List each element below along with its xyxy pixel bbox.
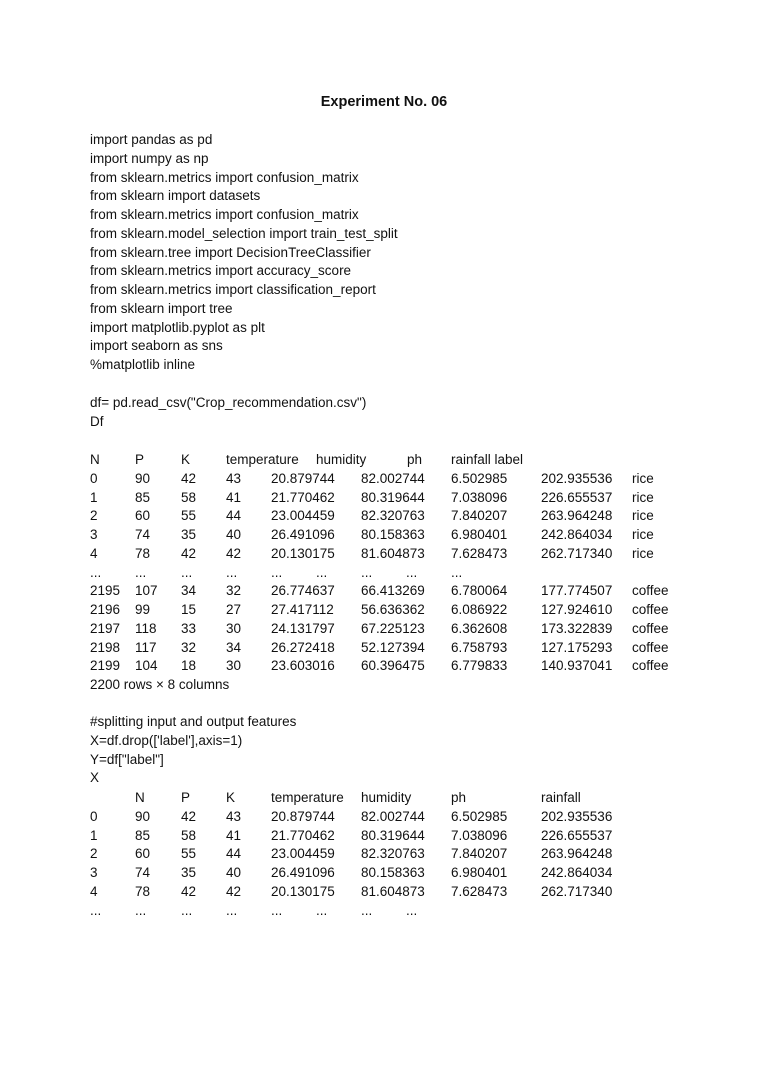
table-cell: 1 [90, 489, 98, 505]
table-cell: rice [632, 489, 654, 505]
table-cell: 2196 [90, 602, 121, 617]
table-cell: 67.225123 [361, 620, 425, 636]
column-header-temperature: temperature [226, 452, 299, 467]
table-cell: 78 [135, 545, 151, 561]
table-cell: 74 [135, 527, 151, 542]
table-cell: ... [135, 564, 147, 580]
table-cell: 7.840207 [451, 508, 508, 524]
table-cell: 41 [226, 827, 242, 843]
table-cell: coffee [632, 639, 669, 655]
code-line: Y=df["label"] [90, 751, 164, 767]
table-cell: 127.175293 [541, 639, 613, 655]
table-cell: 2199 [90, 658, 121, 674]
table-cell: 30 [226, 658, 242, 674]
table-cell: 23.004459 [271, 508, 335, 524]
table-cell: 55 [181, 508, 197, 524]
table-cell: 15 [181, 602, 197, 617]
df-output-table [90, 451, 730, 695]
table-cell: 21.770462 [271, 489, 335, 505]
table-cell: ... [361, 902, 373, 918]
table-cell: coffee [632, 602, 669, 617]
code-comment: #splitting input and output features [90, 714, 297, 729]
table-cell: 34 [226, 639, 242, 655]
table-cell: 35 [181, 527, 197, 542]
table-cell: 30 [226, 620, 242, 636]
table-cell: 85 [135, 827, 151, 843]
table-cell: 20.879744 [271, 470, 335, 486]
table-cell: 80.319644 [361, 489, 425, 505]
table-cell: 23.004459 [271, 846, 335, 862]
column-header-rainfall-label: rainfall label [451, 452, 524, 467]
table-cell: ... [451, 564, 463, 580]
table-cell: 1 [90, 827, 98, 843]
table-row [90, 489, 730, 508]
table-cell: 42 [226, 883, 242, 899]
column-header-humidity: humidity [361, 790, 412, 805]
table-cell: 3 [90, 527, 98, 542]
table-cell: 58 [181, 489, 197, 505]
split-code-block [90, 713, 730, 788]
table-cell: 81.604873 [361, 545, 425, 561]
table-cell: 23.603016 [271, 658, 335, 674]
table-cell: 4 [90, 545, 98, 561]
table-cell: 6.362608 [451, 620, 508, 636]
table-cell: 42 [181, 808, 197, 824]
table-cell: 6.980401 [451, 865, 508, 880]
code-line: X [90, 770, 100, 786]
table-cell: 6.780064 [451, 583, 508, 599]
table-cell: rice [632, 470, 654, 486]
table-cell: 0 [90, 470, 98, 486]
table-cell: 2198 [90, 639, 121, 655]
column-header-p: P [135, 452, 145, 467]
column-header-k: K [181, 452, 191, 467]
table-cell: 18 [181, 658, 197, 674]
table-cell: 2 [90, 846, 98, 862]
column-header-k: K [226, 790, 236, 805]
table-cell: 90 [135, 808, 151, 824]
table-cell: 202.935536 [541, 808, 613, 824]
table-cell: coffee [632, 620, 669, 636]
table-cell: ... [271, 564, 283, 580]
table-cell: 58 [181, 827, 197, 843]
table-cell: 104 [135, 658, 158, 674]
table-cell: 32 [226, 583, 242, 599]
table-cell: 4 [90, 883, 98, 899]
table-cell: rice [632, 527, 654, 542]
table-cell: 7.038096 [451, 827, 508, 843]
table-row [90, 827, 730, 846]
code-line: df= pd.read_csv("Crop_recommendation.csv") [90, 395, 367, 410]
table-cell: 99 [135, 602, 151, 617]
table-cell: 40 [226, 527, 242, 542]
table-row [90, 639, 730, 658]
table-cell: ... [181, 564, 193, 580]
table-cell: 40 [226, 865, 242, 880]
table-row [90, 601, 730, 620]
x-output-table [90, 789, 730, 920]
column-header-n: N [135, 790, 145, 805]
table-header-row [90, 451, 730, 470]
code-line: from sklearn import tree [90, 300, 233, 316]
table-row [90, 582, 730, 601]
table-row [90, 470, 730, 489]
table-cell: 263.964248 [541, 508, 613, 524]
table-header-row [90, 789, 730, 808]
code-line: from sklearn.model_selection import train_test_split [90, 225, 398, 241]
code-line: from sklearn.metrics import classification_report [90, 282, 376, 297]
code-line: import numpy as np [90, 150, 209, 166]
table-cell: 2197 [90, 620, 121, 636]
table-cell: 7.038096 [451, 489, 508, 505]
table-cell: ... [316, 564, 328, 580]
table-cell: 26.491096 [271, 865, 335, 880]
table-row [90, 545, 730, 564]
table-cell: 2195 [90, 583, 121, 599]
table-row [90, 808, 730, 827]
table-cell: coffee [632, 658, 669, 674]
table-cell: 42 [226, 545, 242, 561]
table-cell: 262.717340 [541, 545, 613, 561]
table-cell: 60 [135, 508, 151, 524]
table-cell: 7.628473 [451, 545, 508, 561]
table-cell: 80.319644 [361, 827, 425, 843]
imports-code-block [90, 131, 730, 375]
column-header-ph: ph [451, 790, 467, 805]
table-cell: 118 [135, 620, 157, 636]
column-header-n: N [90, 452, 100, 467]
read-csv-code-block [90, 394, 730, 432]
code-line: Df [90, 413, 104, 429]
code-line: import seaborn as sns [90, 338, 223, 354]
table-cell: ... [361, 564, 373, 580]
table-cell: 81.604873 [361, 883, 425, 899]
table-cell: 82.002744 [361, 808, 425, 824]
table-cell: 26.272418 [271, 639, 335, 655]
table-row [90, 845, 730, 864]
table-cell: 20.879744 [271, 808, 335, 824]
table-cell: 90 [135, 470, 151, 486]
table-cell: 27 [226, 602, 242, 617]
column-header-p: P [181, 790, 191, 805]
table-cell: ... [90, 564, 102, 580]
table-cell: 66.413269 [361, 583, 425, 599]
table-cell: ... [406, 902, 418, 918]
code-line: import matplotlib.pyplot as plt [90, 319, 265, 335]
table-cell: 43 [226, 470, 242, 486]
table-cell: 42 [181, 470, 197, 486]
table-cell: ... [271, 902, 283, 918]
table-row [90, 657, 730, 676]
table-cell: 82.320763 [361, 508, 425, 524]
table-cell: 262.717340 [541, 883, 613, 899]
table-cell: 42 [181, 545, 197, 561]
table-cell: 117 [135, 639, 157, 655]
table-cell: 177.774507 [541, 583, 613, 599]
table-cell: 27.417112 [271, 602, 334, 617]
code-line: import pandas as pd [90, 132, 213, 147]
table-row [90, 526, 730, 545]
table-cell: 60 [135, 846, 151, 862]
table-cell: 6.502985 [451, 470, 508, 486]
table-cell: 107 [135, 583, 158, 599]
table-cell: 202.935536 [541, 470, 613, 486]
code-line: from sklearn.metrics import confusion_matrix [90, 169, 359, 185]
table-cell: ... [135, 902, 147, 918]
table-cell: 56.636362 [361, 602, 425, 617]
column-header-humidity: humidity [316, 452, 367, 467]
table-cell: rice [632, 545, 654, 561]
code-line: %matplotlib inline [90, 357, 196, 372]
table-cell: 60.396475 [361, 658, 425, 674]
table-cell: 26.774637 [271, 583, 335, 599]
table-cell: 80.158363 [361, 865, 425, 880]
table-ellipsis-row [90, 902, 730, 921]
code-line: from sklearn import datasets [90, 188, 261, 204]
table-cell: ... [316, 902, 328, 918]
column-header-temperature: temperature [271, 790, 344, 805]
table-cell: 44 [226, 508, 242, 524]
table-row [90, 883, 730, 902]
column-header-rainfall: rainfall [541, 790, 581, 805]
table-cell: ... [226, 564, 238, 580]
table-row [90, 864, 730, 883]
table-cell: 42 [181, 883, 197, 899]
table-row [90, 507, 730, 526]
code-line: from sklearn.metrics import confusion_matrix [90, 207, 359, 222]
table-cell: 242.864034 [541, 865, 613, 880]
table-summary: 2200 rows × 8 columns [90, 677, 230, 692]
table-cell: 127.924610 [541, 602, 613, 617]
table-cell: 26.491096 [271, 527, 335, 542]
table-cell: 0 [90, 808, 98, 824]
table-cell: 52.127394 [361, 639, 425, 655]
table-cell: 20.130175 [271, 545, 335, 561]
table-cell: 140.937041 [541, 658, 613, 674]
table-cell: 43 [226, 808, 242, 824]
table-cell: 6.758793 [451, 639, 508, 655]
table-cell: 6.779833 [451, 658, 508, 674]
table-cell: 6.980401 [451, 527, 508, 542]
table-cell: 41 [226, 489, 242, 505]
table-cell: 55 [181, 846, 197, 862]
table-ellipsis-row [90, 564, 730, 583]
table-cell: 35 [181, 865, 197, 880]
table-cell: 24.131797 [271, 620, 335, 636]
table-cell: 78 [135, 883, 151, 899]
table-cell: coffee [632, 583, 669, 599]
table-cell: ... [226, 902, 238, 918]
table-cell: 7.628473 [451, 883, 508, 899]
code-line: from sklearn.tree import DecisionTreeClassifier [90, 244, 371, 260]
table-cell: 33 [181, 620, 197, 636]
table-cell: 34 [181, 583, 197, 599]
code-line: from sklearn.metrics import accuracy_score [90, 263, 352, 279]
table-cell: 74 [135, 865, 151, 880]
table-cell: ... [181, 902, 193, 918]
table-cell: 85 [135, 489, 151, 505]
column-header-ph: ph [407, 452, 423, 467]
table-row [90, 620, 730, 639]
table-cell: 6.502985 [451, 808, 508, 824]
table-cell: 20.130175 [271, 883, 335, 899]
table-cell: 44 [226, 846, 242, 862]
table-cell: 32 [181, 639, 197, 655]
table-cell: 2 [90, 508, 98, 524]
table-cell: 3 [90, 865, 98, 880]
table-cell: 226.655537 [541, 489, 613, 505]
table-cell: 21.770462 [271, 827, 335, 843]
table-cell: 263.964248 [541, 846, 613, 862]
table-cell: 6.086922 [451, 602, 508, 617]
table-cell: 173.322839 [541, 620, 613, 636]
page-title: Experiment No. 06 [320, 94, 448, 110]
table-cell: ... [90, 902, 102, 918]
table-cell: 242.864034 [541, 527, 613, 542]
table-cell: 82.320763 [361, 846, 425, 862]
table-cell: rice [632, 508, 654, 524]
table-cell: 226.655537 [541, 827, 613, 843]
table-cell: 7.840207 [451, 846, 508, 862]
table-cell: 82.002744 [361, 470, 425, 486]
code-line: X=df.drop(['label'],axis=1) [90, 732, 243, 748]
table-cell: 80.158363 [361, 527, 425, 542]
table-cell: ... [406, 564, 418, 580]
